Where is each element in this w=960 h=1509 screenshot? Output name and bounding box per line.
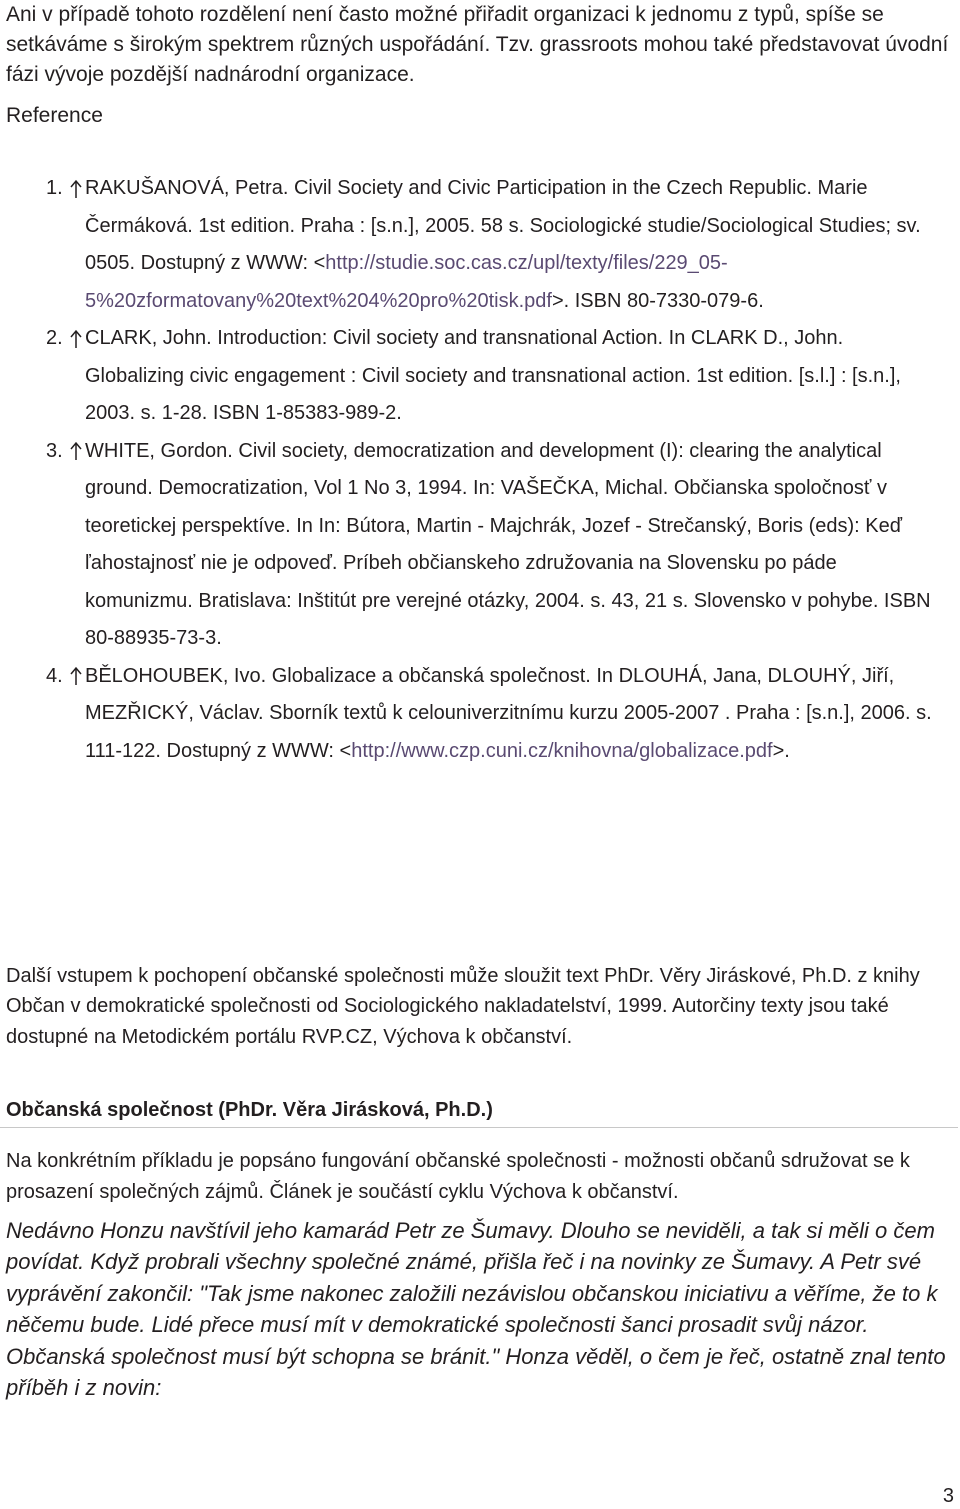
further-reading-paragraph: Další vstupem k pochopení občanské společnosti může sloužit text PhDr. Věry Jiráskové, Ph.D. z knihy Občan v demokratické společnosti od Sociologického nakladatelství, 1999. Autorčiny texty jsou také dostupné na Metodickém portálu RVP.CZ, Výchova k občanství.	[6, 965, 920, 1048]
article-intro: Na konkrétním příkladu je popsáno fungování občanské společnosti - možnosti občanů sdružovat se k prosazení společných zájmů. Článek je součástí cyklu Výchova k občanství.	[6, 1150, 910, 1203]
reference-text: RAKUŠANOVÁ, Petra. Civil Society and Civic Participation in the Czech Republic. Marie Čermáková. 1st edition. Praha : [s.n.], 2005. 58 s. Sociologické studie/Sociological Studies; sv. 0505. Dostupný z WWW: <	[85, 177, 921, 274]
reference-text-end: >. ISBN 80-7330-079-6.	[551, 289, 764, 312]
up-arrow-icon[interactable]	[69, 329, 83, 349]
reference-link[interactable]: http://studie.soc.cas.cz/upl/texty/files/229_05-5%20zformatovany%20text%204%20pro%20tisk.pdf	[85, 252, 728, 312]
up-arrow-icon[interactable]	[69, 179, 83, 199]
reference-number: 4.	[46, 664, 63, 687]
reference-number: 2.	[46, 327, 63, 349]
reference-number: 1.	[46, 177, 63, 199]
reference-item-4	[46, 658, 936, 771]
reference-text: WHITE, Gordon. Civil society, democratization and development (I): clearing the analytical ground. Democratization, Vol 1 No 3, 1994. In: VAŠEČKA, Michal. Občianska spoločnosť v teoretickej perspektíve. In In: Bútora, Martin - Majchrák, Jozef - Strečanský, Boris (eds): Keď ľahostajnosť nie je odpoveď. Príbeh občianskeho združovania na Slovensku po páde komunizmu. Bratislava: Inštitút pre verejné otázky, 2004. s. 43, 21 s. Slovensko v pohybe. ISBN 80-88935-73-3.	[85, 439, 931, 649]
page-number: 3	[942, 1485, 954, 1507]
reference-item-2	[46, 320, 936, 433]
article-story: Nedávno Honzu navštívil jeho kamarád Petr ze Šumavy. Dlouho se neviděli, a tak si měli o čem povídat. Když probrali všechny společné známé, přišla řeč i na novinky ze Šumavy. A Petr své vyprávění zakončil: "Tak jsme nakonec založili nezávislou občanskou iniciativu a věříme, že to k něčemu bude. Lidé přece musí mít v demokratické společnosti šanci prosadit svůj názor. Občanská společnost musí být schopna se bránit." Honza věděl, o čem je řeč, ostatně znal tento příběh i z novin:	[6, 1218, 946, 1401]
article-title: Občanská společnost (PhDr. Věra Jirásková, Ph.D.)	[6, 1099, 493, 1121]
reference-text: BĚLOHOUBEK, Ivo. Globalizace a občanská společnost. In DLOUHÁ, Jana, DLOUHÝ, Jiří, MEZŘICKÝ, Václav. Sborník textů k celouniverzitnímu kurzu 2005-2007 . Praha : [s.n.], 2006. s. 111-122. Dostupný z WWW: <	[85, 664, 932, 762]
reference-item-1	[46, 170, 936, 320]
reference-list	[46, 170, 936, 770]
reference-item-3	[46, 433, 936, 658]
reference-text-end: >.	[772, 739, 790, 762]
divider	[0, 1127, 958, 1128]
up-arrow-icon[interactable]	[69, 441, 83, 461]
reference-number: 3.	[46, 439, 63, 462]
reference-link[interactable]: http://www.czp.cuni.cz/knihovna/globalizace.pdf	[351, 739, 773, 762]
reference-text: CLARK, John. Introduction: Civil society and transnational Action. In CLARK D., John. Globalizing civic engagement : Civil society and transnational action. 1st edition. [s.l.] : [s.n.], 2003. s. 1-28. ISBN 1-85383-989-2.	[85, 327, 901, 424]
up-arrow-icon[interactable]	[69, 666, 83, 686]
reference-heading: Reference	[6, 104, 103, 127]
intro-paragraph: Ani v případě tohoto rozdělení není často možné přiřadit organizaci k jednomu z typů, spíše se setkáváme s širokým spektrem různých uspořádání. Tzv. grassroots mohou také představovat úvodní fázi vývoje pozdější nadnárodní organizace.	[6, 3, 949, 86]
